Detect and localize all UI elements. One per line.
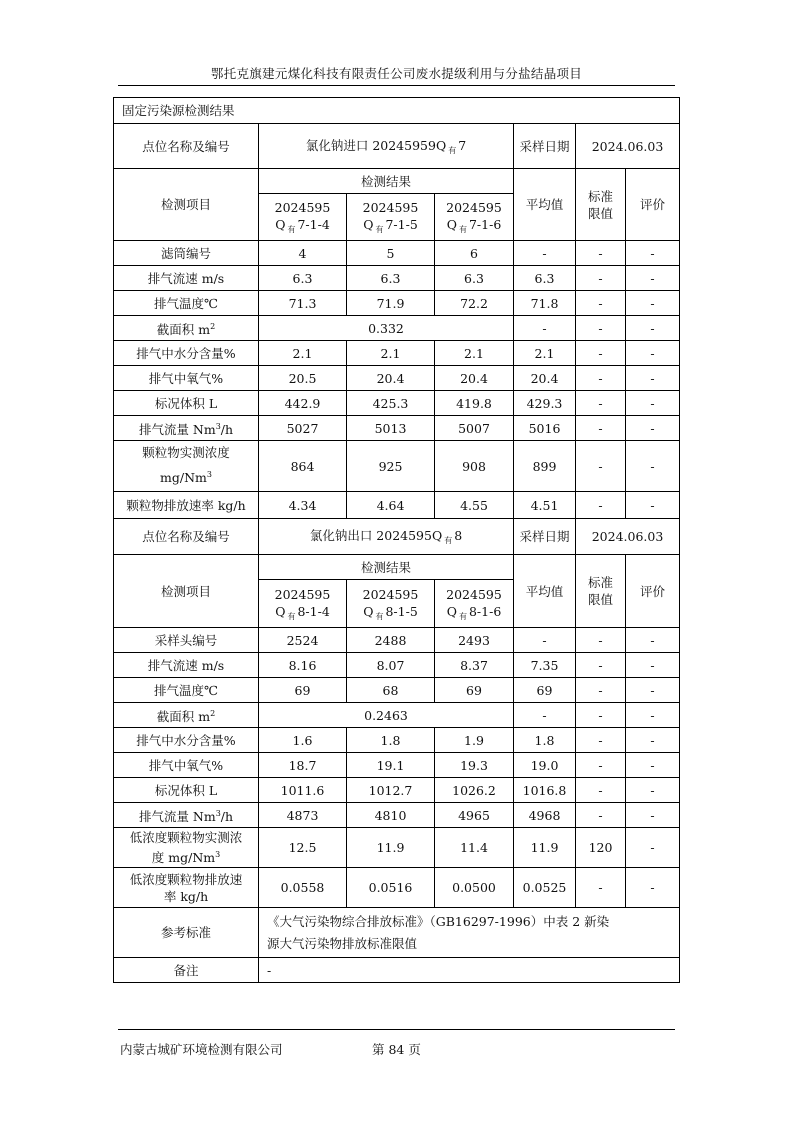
table-row: 滤筒编号 4 5 6 - - - [114,241,680,266]
remarks-value: - [259,958,680,983]
table-title: 固定污染源检测结果 [114,98,680,124]
point-name-label: 点位名称及编号 [114,124,259,169]
point-name-label: 点位名称及编号 [114,519,259,555]
table-row: 截面积 $m^2$ 0.332 - - - [114,316,680,341]
table-row: 颗粒物排放速率 kg/h 4.34 4.64 4.55 4.51 - - [114,492,680,519]
avg-header: 平均值 [514,555,576,628]
std-header: 标准 限值 [576,555,626,628]
std-header: 标准 限值 [576,169,626,241]
item-header: 检测项目 [114,169,259,241]
table-row: 颗粒物实测浓度 mg/Nm$^3$ 864 925 908 899 - - [114,441,680,492]
eval-header: 评价 [626,555,680,628]
monitoring-results-table [113,97,680,983]
table-row: 采样头编号 2524 2488 2493 - - - [114,628,680,653]
sample-id: 2024595 Q $_有$ 7-1-5 [347,194,435,241]
item-header: 检测项目 [114,555,259,628]
sample-id: 2024595 Q $_有$ 7-1-6 [435,194,514,241]
footer-rule [118,1029,675,1030]
header-rule [118,85,675,86]
results-header: 检测结果 [259,555,514,580]
table-row: 标况体积 L 1011.6 1012.7 1026.2 1016.8 - - [114,778,680,803]
table-row: 截面积 $m^2$ 0.2463 - - - [114,703,680,728]
table-row: 标况体积 L 442.9 425.3 419.8 429.3 - - [114,391,680,416]
table-row: 排气流量 Nm$^3$/h 5027 5013 5007 5016 - - [114,416,680,441]
sample-date-label: 采样日期 [514,519,576,555]
reference-value: 《大气污染物综合排放标准》（GB16297-1996）中表 2 新染 源大气污染物排放标准限值 [259,908,680,958]
point-name-value: 氯化钠进口 20245959Q $_有$ 7 [259,124,514,169]
eval-header: 评价 [626,169,680,241]
table-row: 排气流量 Nm$^3$/h 4873 4810 4965 4968 - - [114,803,680,828]
sample-date-value: 2024.06.03 [576,124,680,169]
avg-header: 平均值 [514,169,576,241]
sample-id: 2024595 Q $_有$ 8-1-6 [435,580,514,628]
sample-date-value: 2024.06.03 [576,519,680,555]
table-row: 排气中氧气% 18.7 19.1 19.3 19.0 - - [114,753,680,778]
table-row: 低浓度颗粒物实测浓 度 mg/Nm$^3$ 12.5 11.9 11.4 11.9 120 - [114,828,680,868]
results-header: 检测结果 [259,169,514,194]
footer-company: 内蒙古城矿环境检测有限公司 [120,1042,283,1057]
table-row: 排气温度℃ 69 68 69 69 - - [114,678,680,703]
remarks-label: 备注 [114,958,259,983]
reference-label: 参考标准 [114,908,259,958]
point-name-value: 氯化钠出口 2024595Q $_有$ 8 [259,519,514,555]
table-row: 低浓度颗粒物排放速 率 kg/h 0.0558 0.0516 0.0500 0.0525 - - [114,868,680,908]
sample-date-label: 采样日期 [514,124,576,169]
sample-id: 2024595 Q $_有$ 8-1-5 [347,580,435,628]
table-row: 排气温度℃ 71.3 71.9 72.2 71.8 - - [114,291,680,316]
sample-id: 2024595 Q $_有$ 7-1-4 [259,194,347,241]
document-header: 鄂托克旗建元煤化科技有限责任公司废水提级利用与分盐结晶项目 [210,66,583,81]
table-row: 排气中水分含量% 1.6 1.8 1.9 1.8 - - [114,728,680,753]
sample-id: 2024595 Q $_有$ 8-1-4 [259,580,347,628]
table-row: 排气中水分含量% 2.1 2.1 2.1 2.1 - - [114,341,680,366]
table-row: 排气流速 m/s 6.3 6.3 6.3 6.3 - - [114,266,680,291]
table-row: 排气流速 m/s 8.16 8.07 8.37 7.35 - - [114,653,680,678]
page-number: 第 84 页 [372,1042,421,1057]
table-row: 排气中氧气% 20.5 20.4 20.4 20.4 - - [114,366,680,391]
